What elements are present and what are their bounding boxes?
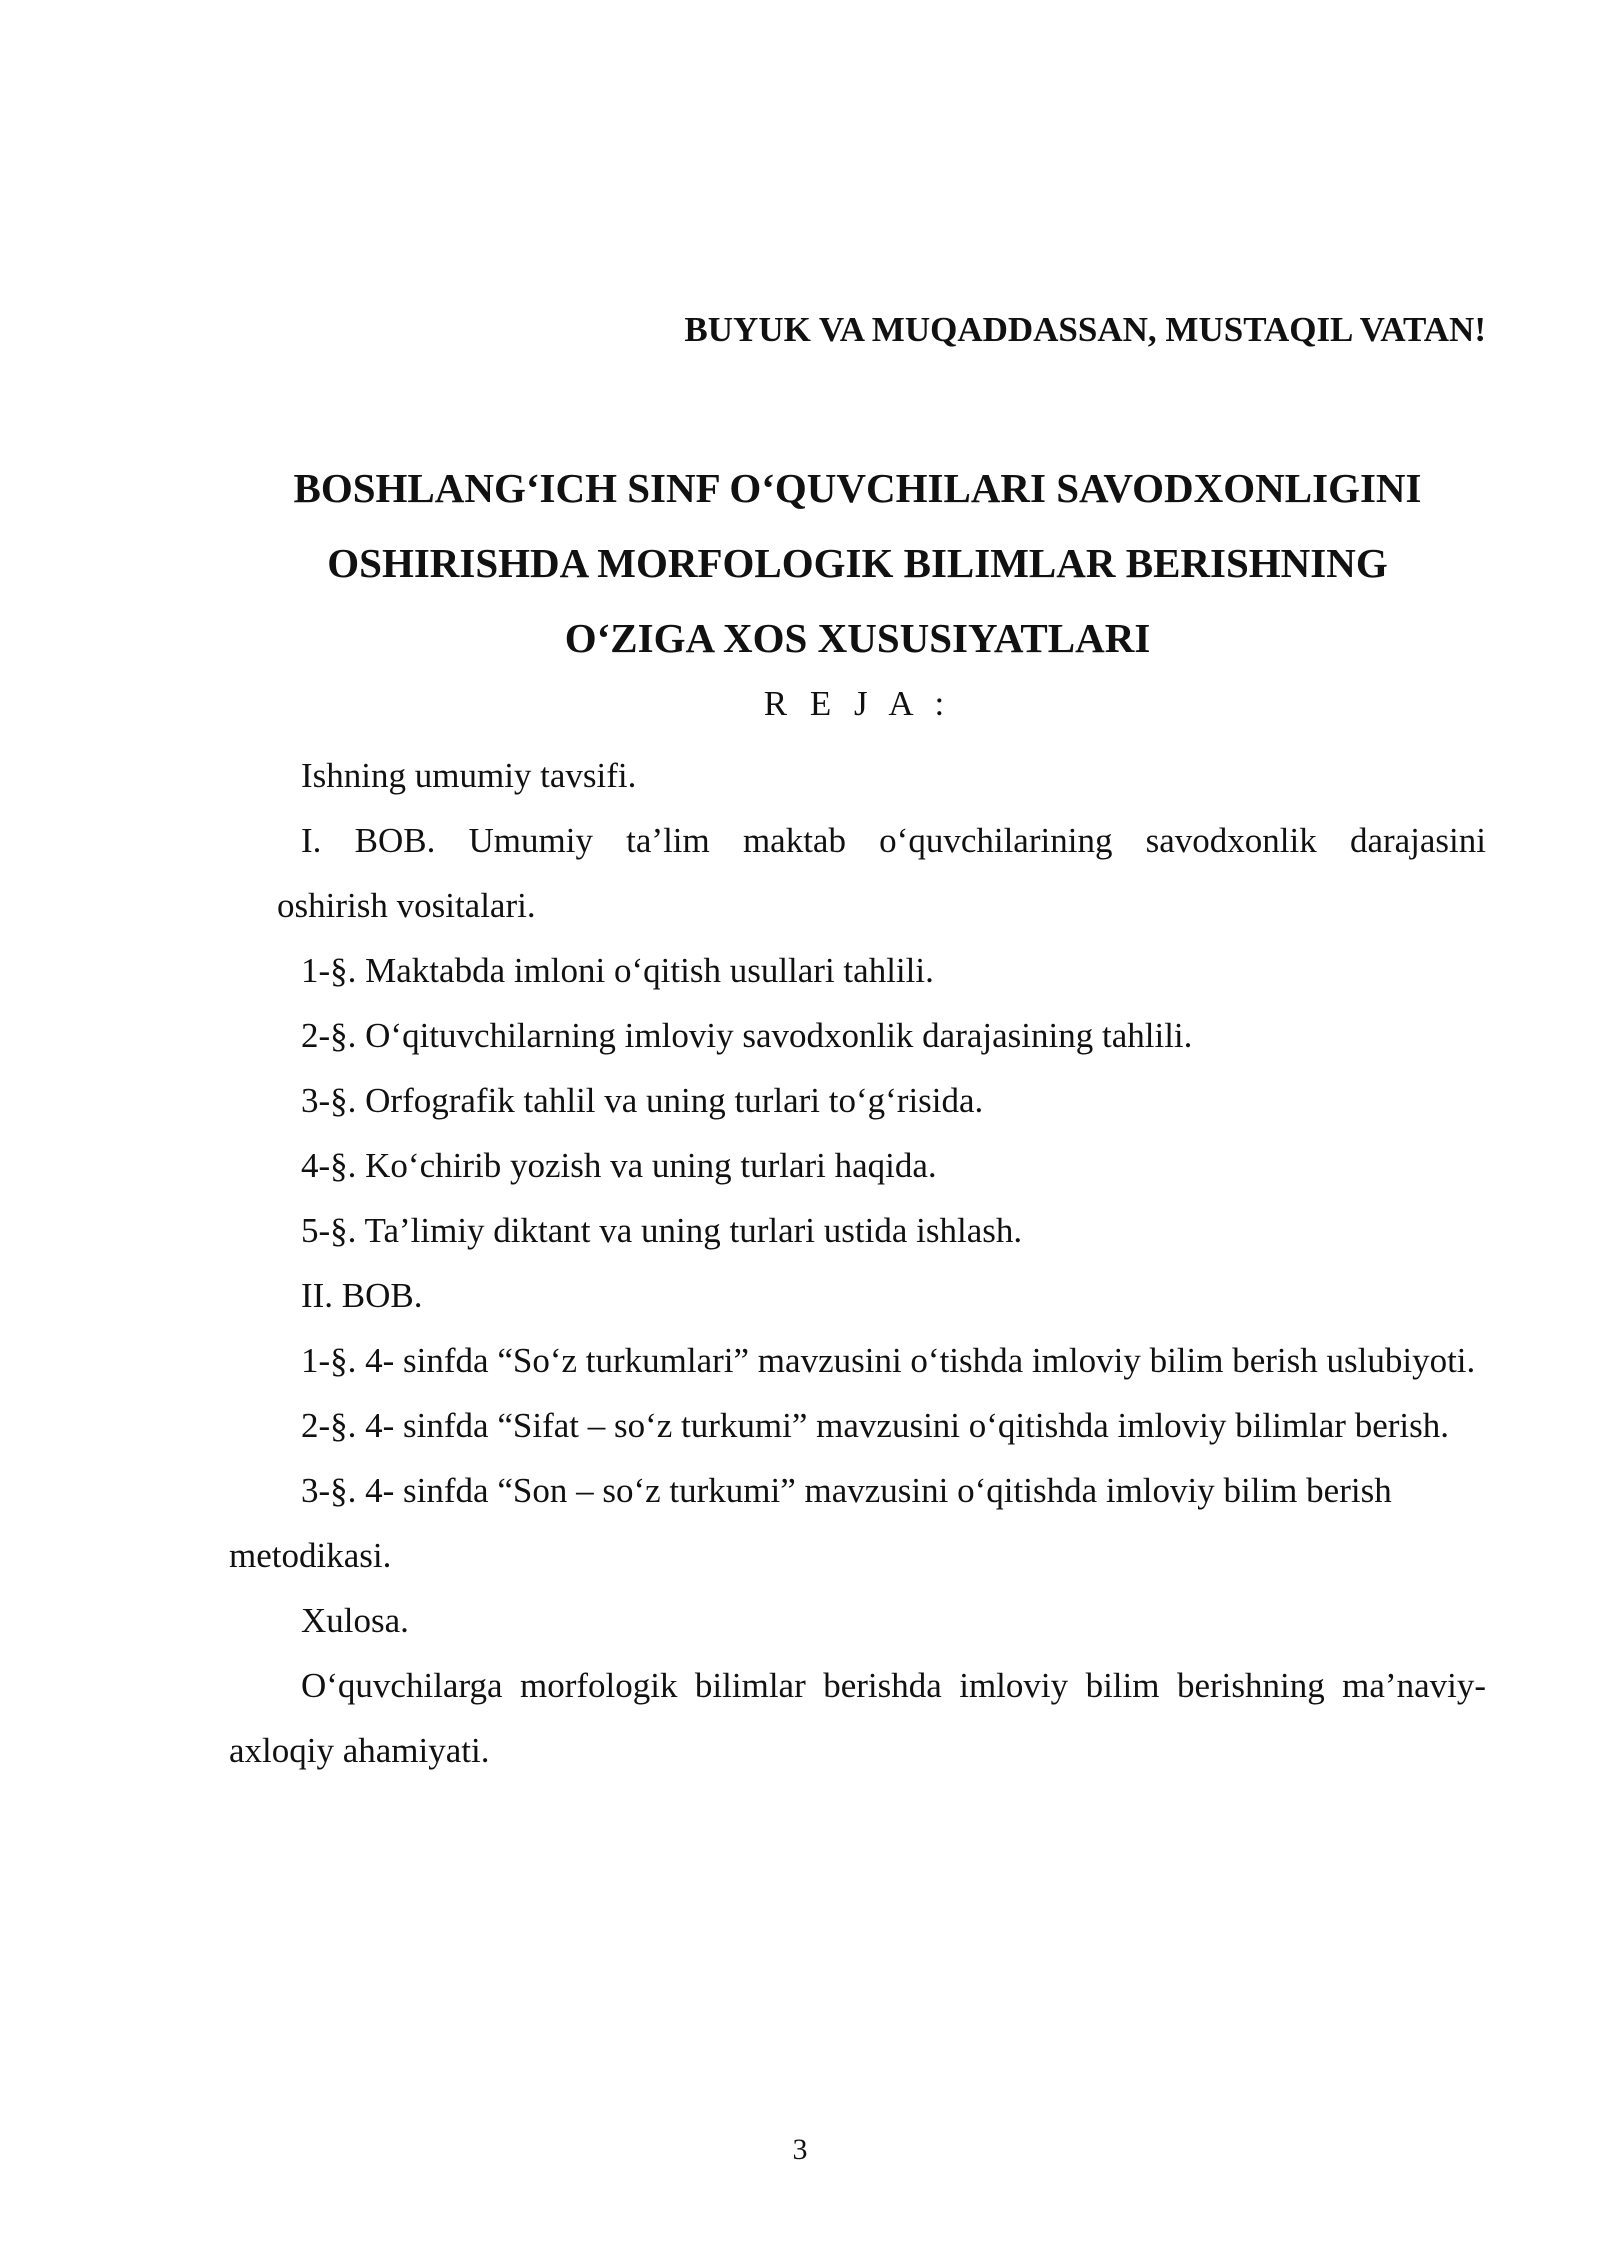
page-number: 3 <box>792 2133 808 2166</box>
plan-item-1-1: 1-§. Maktabda imloni o‘qitish usullari tahlili. <box>301 951 934 990</box>
plan-item-1-3: 3-§. Orfografik tahlil va uning turlari to‘g‘risida. <box>301 1081 984 1120</box>
plan-item-significance: O‘quvchilarga morfologik bilimlar berishda imloviy bilim berishning ma’naviy-axloqiy ahamiyati. <box>229 1666 1486 1770</box>
plan-item-1-5: 5-§. Ta’limiy diktant va uning turlari ustida ishlash. <box>301 1211 1023 1250</box>
plan-item-2-2: 2-§. 4- sinfda “Sifat – so‘z turkumi” mavzusini o‘qitishda imloviy bilimlar berish. <box>301 1406 1449 1445</box>
plan-heading: R E J A : <box>763 684 952 723</box>
plan-item-1-4: 4-§. Ko‘chirib yozish va uning turlari haqida. <box>301 1146 937 1185</box>
plan-item-chapter-1-line-1: I. BOB. Umumiy ta’lim maktab o‘quvchilarining savodxonlik darajasini <box>301 821 1486 860</box>
title-line-3: O‘ZIGA XOS XUSUSIYATLARI <box>564 615 1151 661</box>
plan-item-1-2: 2-§. O‘qituvchilarning imloviy savodxonlik darajasining tahlili. <box>301 1016 1193 1055</box>
plan-item-chapter-1 <box>229 808 1486 938</box>
plan-item-conclusion: Xulosa. <box>301 1601 409 1640</box>
motto-heading: BUYUK VA MUQADDASSAN, MUSTAQIL VATAN! <box>684 310 1486 349</box>
plan-item-chapter-1-line-2: oshirish vositalari. <box>277 886 536 925</box>
title-line-1: BOSHLANG‘ICH SINF O‘QUVCHILARI SAVODXONLIGINI <box>293 465 1422 511</box>
plan-item-2-1: 1-§. 4- sinfda “So‘z turkumlari” mavzusini o‘tishda imloviy bilim berish uslubiyoti. <box>301 1341 1476 1380</box>
plan-list <box>229 743 1486 1783</box>
title-line-2: OSHIRISHDA MORFOLOGIK BILIMLAR BERISHNING <box>327 540 1388 586</box>
document-title <box>230 451 1485 676</box>
plan-item-general: Ishning umumiy tavsifi. <box>301 756 637 795</box>
plan-item-chapter-2: II. BOB. <box>301 1276 423 1315</box>
plan-item-2-3: 3-§. 4- sinfda “Son – so‘z turkumi” mavzusini o‘qitishda imloviy bilim berish metodikasi. <box>229 1471 1392 1575</box>
